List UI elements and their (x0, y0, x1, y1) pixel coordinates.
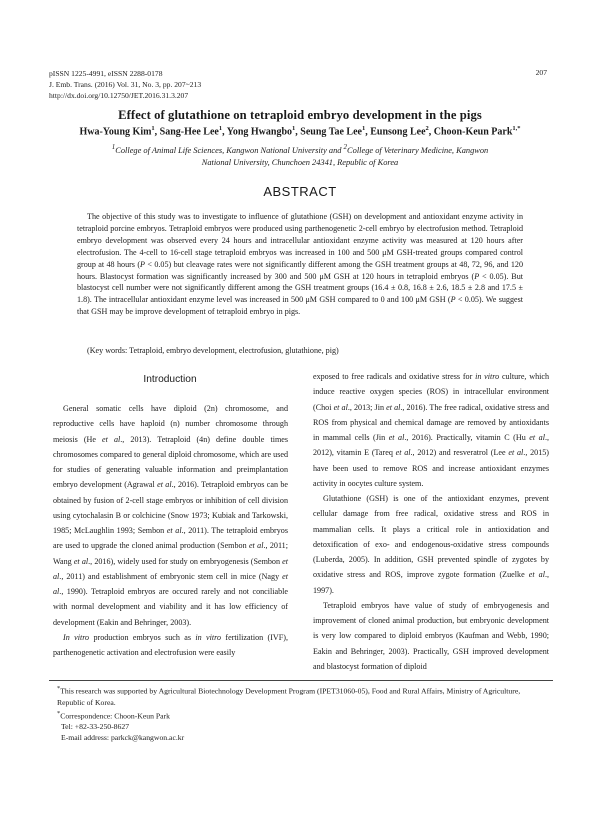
author-name: Yong Hwangbo (226, 126, 293, 138)
email-address[interactable]: E-mail address: parkck@kangwon.ac.kr (61, 733, 185, 743)
intro-paragraph: In vitro production embryos such as in vitro fertilization (IVF), parthenogenetic activation and electrofusion were easily (53, 632, 288, 657)
affiliation-line-1: $^1$College of Animal Life Sciences, Kangwon National University and $^2$College of Veterinary Medicine, Kangwon (111, 143, 489, 155)
abstract-heading: ABSTRACT (263, 184, 337, 199)
abstract-body: The objective of this study was to investigate to influence of glutathione (GSH) on development and antioxidant enzyme activity in tetraploid porcine embryos. Tetraploid embryos were produced using parthenogenetic 2-cell embryo by electrofusion method. Tetraploid embryo development was observed every 24 hours and intracellular antioxidant enzyme activity was measured at 120 hours after electrofusion. The 4-cell to 16-cell stage tetraploid embryos was increased in 100 and 500 μM GSH-treated groups compared control group at 48 hours (P < 0.05) but cleavage rates were not significantly different among the GSH treatment groups at 48, 72, 96, and 120 hours. Blastocyst formation was significantly increased by 300 and 500 μM GSH at 120 hours in tetraploid embryos (P < 0.05). But blastocyst cell number were not significantly different among the GSH treatment groups (16.4 ± 0.8, 16.8 ± 2.6, 18.5 ± 2.8 and 17.5 ± 1.8). The intracellular antioxidant enzyme level was increased in 500 μM GSH compared to 0 and 100 μM GSH (P < 0.05). We suggest that GSH may be improve development of tetraploid embryo in pigs. (77, 212, 523, 317)
doi-link[interactable]: http://dx.doi.org/10.12750/JET.2016.31.3.207 (49, 91, 189, 100)
author-name: Sang-Hee Lee (159, 126, 219, 138)
telephone: Tel: +82-33-250-8627 (61, 722, 130, 732)
footnote-divider (49, 680, 553, 681)
affiliation-line-2: National University, Chunchoen 24341, Republic of Korea (201, 157, 399, 167)
intro-paragraph: General somatic cells have diploid (2n) chromosome, and reproductive cells have haploid (n) number chromosome through meiosis (He et al., 2013). Tetraploid (4n) define double times chromosomes compared to general diploid chromosome, which are used for studies of generating valuable information and preimplantation embryo development (Agrawal et al., 2016). Tetraploid embryos can be obtained by fusion of 2-cell stage embryos or inhibition of cell division using cytochalasin B or colchicine (Snow 1973; Kubiak and Tarkowski, 1985; McLaughlin 1993; Sembon et al., 2011). The tetraploid embryos are used to upgrade the cloned animal production (Sembon et al., 2011; Wang et al., 2016), widely used for study on embryogenesis (Sembon et al., 2011) and establishment of embryonic stem cell in mice (Nagy et al., 1990). Tetraploid embryos are occured rarely and not conciliable with normal development and viability and it has low efficiency of development (Eakin and Behringer, 2003). (53, 404, 288, 627)
correspondence-note: *Correspondence: Choon-Keun Park (57, 709, 170, 721)
author-name: Choon-Keun Park (433, 126, 513, 138)
author-name: Hwa-Young Kim (79, 126, 152, 138)
intro-paragraph: Glutathione (GSH) is one of the antioxidant enzymes, prevent cellular damage from free radical, oxidative stress and ROS in mammalian cells. It plays a critical role in antioxidation and detoxification of exo- and endogenous-oxidative stress compounds (Luberda, 2005). In addition, GSH prevented spindle of zygotes by oxidative stress and ROS, improve zygote formation (Zuelke et al., 1997). (313, 494, 549, 595)
affiliations (60, 141, 540, 169)
journal-header (49, 68, 201, 101)
funding-note: *This research was supported by Agricultural Biotechnology Development Program (IPET31060-05), Food and Rural Affairs, Ministry of Agriculture, Republic of Korea. (57, 685, 521, 707)
page-number: 207 (535, 68, 547, 77)
footnote (57, 683, 547, 743)
left-column (53, 401, 288, 660)
right-column (313, 369, 549, 674)
intro-paragraph: exposed to free radicals and oxidative stress for in vitro culture, which induce reactive oxygen species (ROS) in intracellular environment (Choi et al., 2013; Jin et al., 2016). The free radical, oxidative stress and ROS from physical and chemical damage are removed by antioxidants in mammal cells (Jin et al., 2016). Practically, vitamin C (Hu et al., 2012), vitamin E (Tareq et al., 2012) and resveratrol (Lee et al., 2015) have been used to remove ROS and increase antioxidant enzymes activity in oocytes culture system. (313, 372, 550, 488)
keywords: (Key words: Tetraploid, embryo development, electrofusion, glutathione, pig) (87, 346, 339, 355)
intro-paragraph: Tetraploid embryos have value of study of embryogenesis and improvement of cloned animal production, but embryonic development is very low compared to diploid embryos (Kaufman and Webb, 1990; Eakin and Behringer, 2003). Practically, GSH improved development and blastocyst formation of diploid (313, 600, 549, 671)
author-name: Eunsong Lee (370, 126, 426, 138)
journal-citation: J. Emb. Trans. (2016) Vol. 31, No. 3, pp. 207~213 (49, 80, 202, 89)
introduction-heading: Introduction (143, 374, 197, 385)
author-list: Hwa-Young Kim$^1$, Sang-Hee Lee$^1$, Yong Hwangbo$^1$, Seung Tae Lee$^1$, Eunsong Lee$^2$, Choon-Keun Park$^{1,*}$ (79, 125, 521, 138)
issn-line: pISSN 1225-4991, eISSN 2288-0178 (49, 69, 163, 78)
paper-title: Effect of glutathione on tetraploid embryo development in the pigs (118, 108, 482, 122)
author-name: Seung Tae Lee (300, 126, 362, 138)
